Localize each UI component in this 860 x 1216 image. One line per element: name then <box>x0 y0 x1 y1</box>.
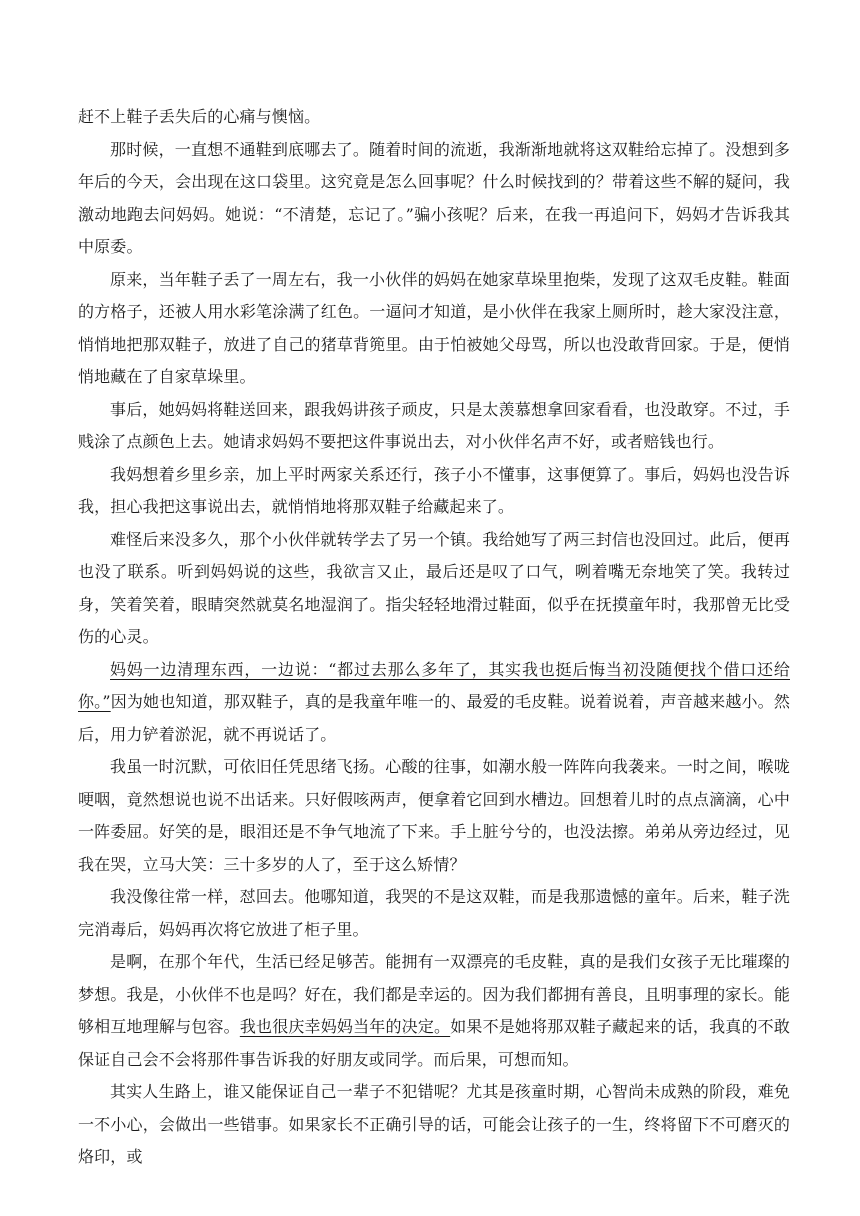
paragraph-text: 我没像往常一样，怼回去。他哪知道，我哭的不是这双鞋，而是我那遗憾的童年。后来，鞋子洗完消毒后，妈妈再次将它放进了柜子里。 <box>78 887 790 939</box>
paragraph <box>78 1076 790 1174</box>
paragraph <box>78 881 790 946</box>
paragraph-text: 难怪后来没多久，那个小伙伴就转学去了另一个镇。我给她写了两三封信也没回过。此后，便再也没了联系。听到妈妈说的这些，我欲言又止，最后还是叹了口气，咧着嘴无奈地笑了笑。我转过身，笑着笑着，眼睛突然就莫名地湿润了。指尖轻轻地滑过鞋面，似乎在抚摸童年时，我那曾无比受伤的心灵。 <box>78 529 790 646</box>
paragraph <box>78 134 790 264</box>
paragraph-text: 赶不上鞋子丢失后的心痛与懊恼。 <box>78 107 321 126</box>
paragraph <box>78 101 790 134</box>
document-body <box>78 101 790 1174</box>
paragraph-text: 那时候，一直想不通鞋到底哪去了。随着时间的流逝，我渐渐地就将这双鞋给忘掉了。没想到多年后的今天，会出现在这口袋里。这究竟是怎么回事呢？什么时候找到的？带着这些不解的疑问，我激动地跑去问妈妈。她说：“不清楚，忘记了。”骗小孩呢？后来，在我一再追问下，妈妈才告诉我其中原委。 <box>78 139 790 256</box>
paragraph <box>78 751 790 881</box>
paragraph <box>78 459 790 524</box>
paragraph-text: 其实人生路上，谁又能保证自己一辈子不犯错呢？尤其是孩童时期，心智尚未成熟的阶段，难免一不小心，会做出一些错事。如果家长不正确引导的话，可能会让孩子的一生，终将留下不可磨灭的烙印，或 <box>78 1082 790 1166</box>
paragraph-text: 如果不是她将那双鞋子藏起来的话，我真的不敢保证自己会不会将那件事告诉我的好朋友或同学。而后果，可想而知。 <box>78 1017 790 1069</box>
paragraph-text: 因为她也知道，那双鞋子，真的是我童年唯一的、最爱的毛皮鞋。说着说着，声音越来越小。然后，用力铲着淤泥，就不再说话了。 <box>78 692 790 744</box>
underlined-text: 妈妈一边清理东西，一边说：“都过去那么多年了，其实我也挺后悔当初没随便找个借口还给你。” <box>78 659 790 711</box>
paragraph <box>78 264 790 394</box>
paragraph-text: 原来，当年鞋子丢了一周左右，我一小伙伴的妈妈在她家草垛里抱柴，发现了这双毛皮鞋。鞋面的方格子，还被人用水彩笔涂满了红色。一逼问才知道，是小伙伴在我家上厕所时，趁大家没注意，悄悄地把那双鞋子，放进了自己的猪草背篼里。由于怕被她父母骂，所以也没敢背回家。于是，便悄悄地藏在了自家草垛里。 <box>78 269 790 386</box>
paragraph-text: 我虽一时沉默，可依旧任凭思绪飞扬。心酸的往事，如潮水般一阵阵向我袭来。一时之间，喉咙哽咽，竟然想说也说不出话来。只好假咳两声，便拿着它回到水槽边。回想着儿时的点点滴滴，心中一阵委屈。好笑的是，眼泪还是不争气地流了下来。手上脏兮兮的，也没法擦。弟弟从旁边经过，见我在哭，立马大笑：三十多岁的人了，至于这么矫情？ <box>78 757 790 874</box>
paragraph-text: 事后，她妈妈将鞋送回来，跟我妈讲孩子顽皮，只是太羡慕想拿回家看看，也没敢穿。不过，手贱涂了点颜色上去。她请求妈妈不要把这件事说出去，对小伙伴名声不好，或者赔钱也行。 <box>78 399 790 451</box>
paragraph <box>78 946 790 1076</box>
paragraph <box>78 394 790 459</box>
paragraph <box>78 654 790 752</box>
underlined-text: 我也很庆幸妈妈当年的决定。 <box>239 1017 451 1036</box>
paragraph-text: 我妈想着乡里乡亲，加上平时两家关系还行，孩子小不懂事，这事便算了。事后，妈妈也没告诉我，担心我把这事说出去，就悄悄地将那双鞋子给藏起来了。 <box>78 464 790 516</box>
paragraph <box>78 524 790 654</box>
paragraph-text: 是啊，在那个年代，生活已经足够苦。能拥有一双漂亮的毛皮鞋，真的是我们女孩子无比璀璨的梦想。我是，小伙伴不也是吗？好在，我们都是幸运的。因为我们都拥有善良，且明事理的家长。能够相互地理解与包容。 <box>78 952 790 1036</box>
